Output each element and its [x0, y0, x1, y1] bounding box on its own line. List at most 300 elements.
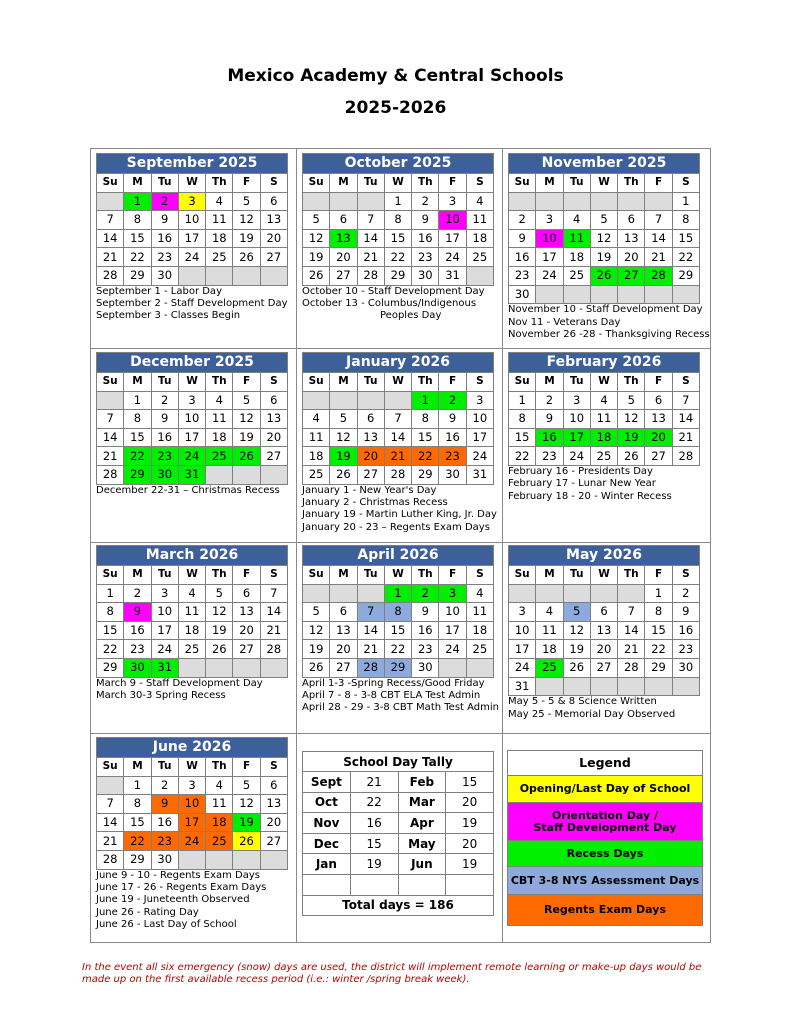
day-cell: 1: [509, 391, 536, 410]
empty-day-cell: [672, 285, 699, 304]
empty-day-cell: [97, 776, 124, 795]
day-cell: 28: [672, 447, 699, 466]
day-cell: 19: [206, 621, 233, 640]
empty-day-cell: [590, 192, 617, 211]
weekday-header: Th: [618, 373, 645, 392]
weekday-header: Su: [303, 174, 330, 193]
note-line: November 10 - Staff Development Day: [508, 304, 703, 316]
day-cell: 15: [672, 229, 699, 248]
weekday-header: F: [645, 174, 672, 193]
weekday-header: Su: [303, 566, 330, 585]
weekday-header: S: [466, 174, 493, 193]
empty-day-cell: [590, 584, 617, 603]
weekday-header: Th: [412, 373, 439, 392]
day-cell: 12: [618, 410, 645, 429]
day-cell: 28: [384, 465, 411, 484]
day-cell: 1: [412, 391, 439, 410]
day-cell: 1: [97, 584, 124, 603]
day-cell: 19: [303, 248, 330, 267]
day-cell: 31: [509, 677, 536, 696]
empty-day-cell: [645, 285, 672, 304]
day-cell: 26: [206, 640, 233, 659]
day-cell: 2: [439, 391, 466, 410]
month-notes: [302, 678, 502, 715]
day-cell: 29: [645, 658, 672, 677]
empty-day-cell: [509, 584, 536, 603]
day-cell: 2: [412, 192, 439, 211]
day-cell: 20: [260, 428, 287, 447]
empty-day-cell: [330, 584, 357, 603]
day-cell: 8: [124, 410, 151, 429]
month-calendar: [302, 545, 494, 678]
weekday-header: S: [466, 566, 493, 585]
day-cell: 20: [233, 621, 260, 640]
month-header: December 2025: [97, 353, 288, 373]
weekday-header: Tu: [151, 373, 178, 392]
month-header: March 2026: [97, 546, 288, 566]
day-cell: 15: [97, 621, 124, 640]
day-cell: 11: [206, 795, 233, 814]
note-line: April 28 - 29 - 3-8 CBT Math Test Admin: [302, 702, 499, 714]
day-cell: 13: [330, 621, 357, 640]
day-cell: 9: [536, 410, 563, 429]
note-line: January 20 - 23 – Regents Exam Days: [302, 521, 490, 533]
weekday-header: F: [233, 758, 260, 777]
day-cell: 28: [645, 266, 672, 285]
day-cell: 28: [97, 266, 124, 285]
legend: [507, 750, 703, 926]
weekday-header: W: [590, 174, 617, 193]
day-cell: 8: [384, 211, 411, 230]
day-cell: 21: [97, 447, 124, 466]
day-cell: 4: [178, 584, 205, 603]
weekday-header: F: [233, 566, 260, 585]
day-cell: 23: [124, 640, 151, 659]
month-notes: [96, 678, 296, 703]
day-cell: 9: [672, 603, 699, 622]
empty-day-cell: [672, 677, 699, 696]
day-cell: 31: [466, 465, 493, 484]
day-cell: 2: [151, 391, 178, 410]
day-cell: 13: [260, 795, 287, 814]
empty-day-cell: [303, 391, 330, 410]
day-cell: 15: [124, 428, 151, 447]
day-cell: 24: [509, 658, 536, 677]
day-cell: 14: [97, 813, 124, 832]
day-cell: 10: [439, 211, 466, 230]
empty-day-cell: [178, 658, 205, 677]
day-cell: 19: [563, 640, 590, 659]
empty-day-cell: [233, 850, 260, 869]
day-cell: 27: [645, 447, 672, 466]
day-cell: 22: [384, 248, 411, 267]
month-header: November 2025: [509, 154, 700, 174]
weekday-header: W: [178, 566, 205, 585]
empty-day-cell: [563, 584, 590, 603]
tally-month: Apr: [398, 813, 446, 834]
month-notes: [96, 870, 296, 932]
note-line: June 26 - Last Day of School: [96, 919, 237, 931]
tally-count: 20: [446, 792, 494, 813]
day-cell: 15: [384, 621, 411, 640]
month-header: May 2026: [509, 546, 700, 566]
day-cell: 9: [412, 211, 439, 230]
month-calendar: [96, 545, 288, 678]
day-cell: 11: [178, 603, 205, 622]
day-cell: 26: [233, 832, 260, 851]
day-cell: 24: [439, 248, 466, 267]
day-cell: 27: [590, 658, 617, 677]
weekday-header: M: [536, 373, 563, 392]
day-cell: 4: [466, 584, 493, 603]
day-cell: 23: [536, 447, 563, 466]
month-calendar: [508, 153, 700, 304]
day-cell: 18: [590, 428, 617, 447]
day-cell: 27: [330, 658, 357, 677]
day-cell: 22: [412, 447, 439, 466]
day-cell: 2: [536, 391, 563, 410]
day-cell: 29: [97, 658, 124, 677]
day-cell: 27: [260, 447, 287, 466]
day-cell: 1: [124, 776, 151, 795]
day-cell: 15: [124, 813, 151, 832]
empty-day-cell: [536, 285, 563, 304]
day-cell: 6: [233, 584, 260, 603]
day-cell: 4: [303, 410, 330, 429]
empty-day-cell: [357, 391, 384, 410]
weekday-header: Su: [97, 566, 124, 585]
day-cell: 9: [151, 211, 178, 230]
note-line: June 26 - Rating Day: [96, 906, 199, 918]
weekday-header: F: [439, 566, 466, 585]
day-cell: 18: [563, 248, 590, 267]
day-cell: 27: [357, 465, 384, 484]
day-cell: 1: [645, 584, 672, 603]
day-cell: 17: [439, 229, 466, 248]
weekday-header: F: [233, 174, 260, 193]
note-line: March 9 - Staff Development Day: [96, 677, 263, 689]
day-cell: 4: [206, 776, 233, 795]
day-cell: 20: [618, 248, 645, 267]
day-cell: 10: [178, 410, 205, 429]
month-header: October 2025: [303, 154, 494, 174]
day-cell: 25: [206, 447, 233, 466]
day-cell: 12: [563, 621, 590, 640]
day-cell: 17: [439, 621, 466, 640]
day-cell: 6: [260, 192, 287, 211]
note-line: Nov 11 - Veterans Day: [508, 316, 621, 328]
weekday-header: Tu: [357, 373, 384, 392]
weekday-header: W: [590, 566, 617, 585]
tally-month: Feb: [398, 772, 446, 793]
day-cell: 16: [412, 621, 439, 640]
day-cell: 14: [645, 229, 672, 248]
day-cell: 18: [206, 428, 233, 447]
legend-item: Orientation Day / Staff Development Day: [508, 802, 702, 840]
empty-day-cell: [303, 584, 330, 603]
day-cell: 27: [233, 640, 260, 659]
day-cell: 16: [672, 621, 699, 640]
weekday-header: S: [260, 566, 287, 585]
weekday-header: W: [178, 174, 205, 193]
day-cell: 19: [233, 428, 260, 447]
day-cell: 11: [303, 428, 330, 447]
day-cell: 21: [384, 447, 411, 466]
weekday-header: Th: [412, 174, 439, 193]
weekday-header: W: [590, 373, 617, 392]
day-cell: 3: [509, 603, 536, 622]
day-cell: 29: [384, 266, 411, 285]
day-cell: 5: [233, 776, 260, 795]
day-cell: 24: [151, 640, 178, 659]
day-cell: 8: [384, 603, 411, 622]
month-calendar: [508, 352, 700, 466]
day-cell: 18: [206, 229, 233, 248]
day-cell: 1: [672, 192, 699, 211]
day-cell: 17: [178, 813, 205, 832]
day-cell: 3: [151, 584, 178, 603]
day-cell: 15: [509, 428, 536, 447]
day-cell: 21: [97, 832, 124, 851]
day-cell: 21: [357, 248, 384, 267]
day-cell: 12: [303, 621, 330, 640]
tally-count: 16: [350, 813, 398, 834]
day-cell: 10: [151, 603, 178, 622]
empty-day-cell: [618, 285, 645, 304]
day-cell: 14: [97, 428, 124, 447]
tally-count: 15: [446, 772, 494, 793]
weekday-header: S: [672, 174, 699, 193]
day-cell: 28: [97, 850, 124, 869]
weekday-header: Tu: [563, 373, 590, 392]
weekday-header: S: [260, 758, 287, 777]
day-cell: 17: [151, 621, 178, 640]
weekday-header: Su: [509, 566, 536, 585]
day-cell: 23: [151, 832, 178, 851]
day-cell: 1: [124, 192, 151, 211]
weekday-header: M: [330, 174, 357, 193]
day-cell: 23: [672, 640, 699, 659]
empty-day-cell: [357, 584, 384, 603]
day-cell: 12: [233, 795, 260, 814]
day-cell: 22: [124, 832, 151, 851]
empty-day-cell: [618, 192, 645, 211]
day-cell: 30: [412, 658, 439, 677]
day-cell: 17: [466, 428, 493, 447]
tally-count: 21: [350, 772, 398, 793]
empty-day-cell: [206, 850, 233, 869]
legend-item: Recess Days: [508, 840, 702, 866]
note-line: March 30-3 Spring Recess: [96, 690, 226, 701]
tally-count: 22: [350, 792, 398, 813]
empty-day-cell: [206, 658, 233, 677]
day-cell: 6: [645, 391, 672, 410]
day-cell: 25: [303, 465, 330, 484]
day-cell: 21: [618, 640, 645, 659]
day-cell: 7: [645, 211, 672, 230]
day-cell: 14: [357, 621, 384, 640]
day-cell: 4: [563, 211, 590, 230]
empty-day-cell: [645, 677, 672, 696]
empty-day-cell: [260, 850, 287, 869]
day-cell: 14: [618, 621, 645, 640]
day-cell: 31: [178, 465, 205, 484]
month-calendar: [302, 352, 494, 485]
day-cell: 7: [97, 211, 124, 230]
note-line: February 16 - Presidents Day: [508, 466, 653, 477]
note-line: June 17 - 26 - Regents Exam Days: [96, 882, 267, 893]
weekday-header: M: [330, 566, 357, 585]
tally-month: Sept: [303, 772, 351, 793]
day-cell: 26: [563, 658, 590, 677]
note-line: April 7 - 8 - 3-8 CBT ELA Test Admin: [302, 690, 481, 701]
day-cell: 17: [563, 428, 590, 447]
day-cell: 20: [260, 813, 287, 832]
day-cell: 1: [384, 192, 411, 211]
day-cell: 3: [466, 391, 493, 410]
day-cell: 19: [233, 229, 260, 248]
month-header: September 2025: [97, 154, 288, 174]
weekday-header: Su: [303, 373, 330, 392]
tally-month: Jun: [398, 854, 446, 875]
weekday-header: F: [439, 174, 466, 193]
weekday-header: W: [384, 174, 411, 193]
day-cell: 11: [466, 603, 493, 622]
tally-title: School Day Tally: [303, 752, 494, 772]
legend-item: CBT 3-8 NYS Assessment Days: [508, 866, 702, 894]
day-cell: 9: [412, 603, 439, 622]
day-cell: 13: [618, 229, 645, 248]
empty-day-cell: [590, 285, 617, 304]
day-cell: 16: [151, 229, 178, 248]
day-cell: 1: [124, 391, 151, 410]
month-calendar: [96, 737, 288, 870]
day-cell: 16: [412, 229, 439, 248]
day-cell: 20: [590, 640, 617, 659]
note-line: November 26 -28 - Thanksgiving Recess: [508, 329, 710, 340]
day-cell: 19: [233, 813, 260, 832]
day-cell: 30: [151, 266, 178, 285]
day-cell: 22: [672, 248, 699, 267]
day-cell: 8: [645, 603, 672, 622]
day-cell: 31: [151, 658, 178, 677]
grid-divider: [502, 148, 503, 943]
tally-total: Total days = 186: [303, 895, 494, 916]
day-cell: 6: [618, 211, 645, 230]
empty-day-cell: [563, 192, 590, 211]
day-cell: 13: [357, 428, 384, 447]
day-cell: 26: [618, 447, 645, 466]
day-cell: 2: [412, 584, 439, 603]
note-line: September 3 - Classes Begin: [96, 310, 241, 322]
month-notes: [302, 286, 502, 323]
note-line: January 1 - New Year's Day: [302, 484, 437, 496]
day-cell: 28: [260, 640, 287, 659]
day-cell: 8: [509, 410, 536, 429]
weekday-header: Tu: [151, 566, 178, 585]
weekday-header: M: [124, 566, 151, 585]
weekday-header: S: [466, 373, 493, 392]
day-cell: 18: [178, 621, 205, 640]
note-line: February 17 - Lunar New Year: [508, 478, 656, 490]
day-cell: 23: [439, 447, 466, 466]
day-cell: 21: [357, 640, 384, 659]
day-cell: 11: [206, 211, 233, 230]
weekday-header: S: [260, 373, 287, 392]
weekday-header: Th: [206, 174, 233, 193]
day-cell: 24: [466, 447, 493, 466]
day-cell: 25: [206, 248, 233, 267]
legend-title: Legend: [579, 755, 631, 770]
day-cell: 18: [466, 229, 493, 248]
day-cell: 3: [178, 391, 205, 410]
day-cell: 20: [260, 229, 287, 248]
tally-month: Jan: [303, 854, 351, 875]
empty-day-cell: [260, 266, 287, 285]
footnote: In the event all six emergency (snow) days are used, the district will implement remote learning or make-up days would be made up on the first available recess period (i.e.: winter /spring break week).: [82, 962, 702, 985]
empty-day-cell: [466, 658, 493, 677]
day-cell: 24: [536, 266, 563, 285]
empty-day-cell: [357, 192, 384, 211]
day-cell: 22: [384, 640, 411, 659]
day-cell: 10: [178, 211, 205, 230]
day-cell: 3: [439, 584, 466, 603]
day-cell: 17: [178, 229, 205, 248]
day-cell: 5: [303, 211, 330, 230]
day-cell: 24: [178, 447, 205, 466]
day-cell: 24: [178, 248, 205, 267]
grid-divider: [296, 148, 297, 943]
day-cell: 1: [384, 584, 411, 603]
day-cell: 8: [124, 795, 151, 814]
note-line: Peoples Day: [380, 310, 442, 322]
day-cell: 11: [536, 621, 563, 640]
day-cell: 30: [509, 285, 536, 304]
tally-month: Nov: [303, 813, 351, 834]
day-cell: 11: [466, 211, 493, 230]
tally-empty: [398, 874, 446, 895]
weekday-header: W: [384, 373, 411, 392]
empty-day-cell: [645, 192, 672, 211]
day-cell: 14: [97, 229, 124, 248]
day-cell: 26: [330, 465, 357, 484]
weekday-header: Tu: [151, 758, 178, 777]
empty-day-cell: [97, 192, 124, 211]
day-cell: 23: [151, 248, 178, 267]
day-cell: 13: [260, 211, 287, 230]
day-cell: 26: [590, 266, 617, 285]
day-cell: 21: [97, 248, 124, 267]
day-cell: 22: [509, 447, 536, 466]
weekday-header: Su: [97, 174, 124, 193]
day-cell: 7: [357, 603, 384, 622]
weekday-header: S: [672, 566, 699, 585]
day-cell: 12: [330, 428, 357, 447]
day-cell: 10: [536, 229, 563, 248]
day-cell: 16: [151, 428, 178, 447]
day-cell: 8: [97, 603, 124, 622]
day-cell: 2: [509, 211, 536, 230]
day-cell: 6: [330, 211, 357, 230]
day-cell: 17: [509, 640, 536, 659]
day-cell: 13: [590, 621, 617, 640]
school-title: Mexico Academy & Central Schools: [227, 66, 564, 86]
day-cell: 30: [151, 850, 178, 869]
day-cell: 22: [97, 640, 124, 659]
day-cell: 19: [590, 248, 617, 267]
empty-day-cell: [618, 677, 645, 696]
day-cell: 11: [590, 410, 617, 429]
